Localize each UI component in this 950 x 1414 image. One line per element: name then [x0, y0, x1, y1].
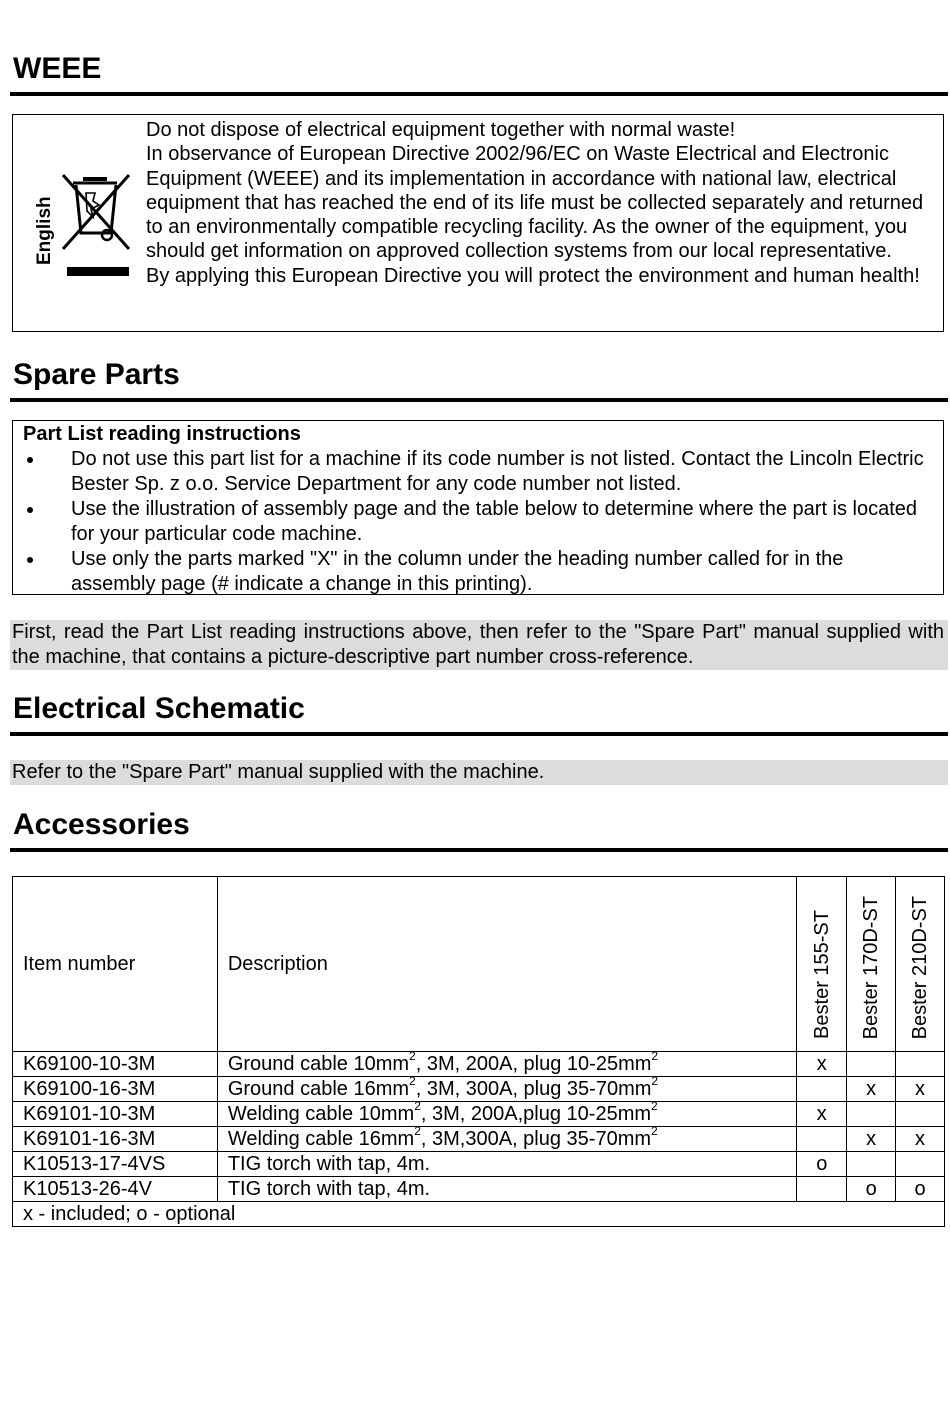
weee-side-panel: English	[13, 115, 143, 331]
table-legend: x - included; o - optional	[13, 1202, 945, 1227]
part-list-instructions-box	[12, 420, 944, 595]
model-mark	[847, 1052, 896, 1077]
column-header-model: Bester 155-ST	[797, 877, 847, 1052]
description: TIG torch with tap, 4m.	[217, 1152, 797, 1177]
electrical-schematic-heading: Electrical Schematic	[10, 692, 948, 736]
table-row	[13, 1052, 945, 1077]
column-header-item: Item number	[13, 877, 218, 1052]
weee-paragraph: Do not dispose of electrical equipment together with normal waste!	[146, 119, 736, 141]
model-mark: x	[797, 1052, 847, 1077]
weee-heading: WEEE	[10, 52, 948, 96]
accessories-table	[12, 876, 945, 1227]
model-mark	[797, 1077, 847, 1102]
model-mark: x	[896, 1077, 945, 1102]
crossed-out-wheelie-bin-icon	[59, 171, 133, 279]
description: Welding cable $10mm^2$, 3M, 200A,plug $10-25mm^2$	[217, 1102, 797, 1127]
table-row	[13, 1077, 945, 1102]
weee-paragraph: By applying this European Directive you will protect the environment and human health!	[146, 264, 920, 287]
column-header-model: Bester 170D-ST	[847, 877, 896, 1052]
spare-parts-note: First, read the Part List reading instructions above, then refer to the "Spare Part" manual supplied with the machine, that contains a picture-descriptive part number cross-reference.	[10, 620, 948, 670]
model-mark	[847, 1152, 896, 1177]
table-row	[13, 1177, 945, 1202]
item-number: K10513-17-4VS	[13, 1152, 218, 1177]
table-row	[13, 1102, 945, 1127]
model-mark	[896, 1052, 945, 1077]
model-mark: x	[847, 1127, 896, 1152]
weee-text	[146, 118, 941, 288]
column-header-description: Description	[217, 877, 797, 1052]
item-number: K69101-10-3M	[13, 1102, 218, 1127]
column-header-model: Bester 210D-ST	[896, 877, 945, 1052]
part-list-title: Part List reading instructions	[23, 423, 301, 445]
list-item: Use the illustration of assembly page and the table below to determine where the part is located for your particular code machine.	[23, 497, 933, 547]
instruction-list	[23, 447, 933, 597]
description: Ground cable $10mm^2$, 3M, 200A, plug $10-25mm^2$	[217, 1052, 797, 1077]
electrical-schematic-note: Refer to the "Spare Part" manual supplied with the machine.	[10, 760, 948, 785]
accessories-heading: Accessories	[10, 808, 948, 852]
table-row	[13, 1127, 945, 1152]
model-mark	[847, 1102, 896, 1127]
model-mark: o	[797, 1152, 847, 1177]
model-mark	[896, 1102, 945, 1127]
table-header-row	[13, 877, 945, 1052]
model-mark: x	[896, 1127, 945, 1152]
model-mark: o	[896, 1177, 945, 1202]
table-row	[13, 1152, 945, 1177]
model-mark: x	[797, 1102, 847, 1127]
description: Welding cable $16mm^2$, 3M,300A, plug $35-70mm^2$	[217, 1127, 797, 1152]
model-mark: o	[847, 1177, 896, 1202]
list-item: Do not use this part list for a machine if its code number is not listed. Contact the Lincoln Electric Bester Sp. z o.o. Service Department for any code number not listed.	[23, 447, 933, 497]
item-number: K69101-16-3M	[13, 1127, 218, 1152]
weee-box	[12, 114, 944, 332]
model-mark	[797, 1127, 847, 1152]
table-legend-row	[13, 1202, 945, 1227]
spare-parts-heading: Spare Parts	[10, 358, 948, 402]
weee-paragraph: In observance of European Directive 2002/96/EC on Waste Electrical and Electronic Equipment (WEEE) and its implementation in accordance with national law, electrical equipment that has reached the end of its life must be collected separately and returned to an environmentally compatible recycling facility. As the owner of the equipment, you should get information on approved collection systems from our local representative.	[146, 143, 924, 263]
item-number: K10513-26-4V	[13, 1177, 218, 1202]
model-mark	[896, 1152, 945, 1177]
model-mark: x	[847, 1077, 896, 1102]
description: Ground cable $16mm^2$, 3M, 300A, plug $35-70mm^2$	[217, 1077, 797, 1102]
item-number: K69100-16-3M	[13, 1077, 218, 1102]
description: TIG torch with tap, 4m.	[217, 1177, 797, 1202]
model-mark	[797, 1177, 847, 1202]
item-number: K69100-10-3M	[13, 1052, 218, 1077]
list-item: Use only the parts marked "X" in the column under the heading number called for in the assembly page (# indicate a change in this printing).	[23, 547, 933, 597]
